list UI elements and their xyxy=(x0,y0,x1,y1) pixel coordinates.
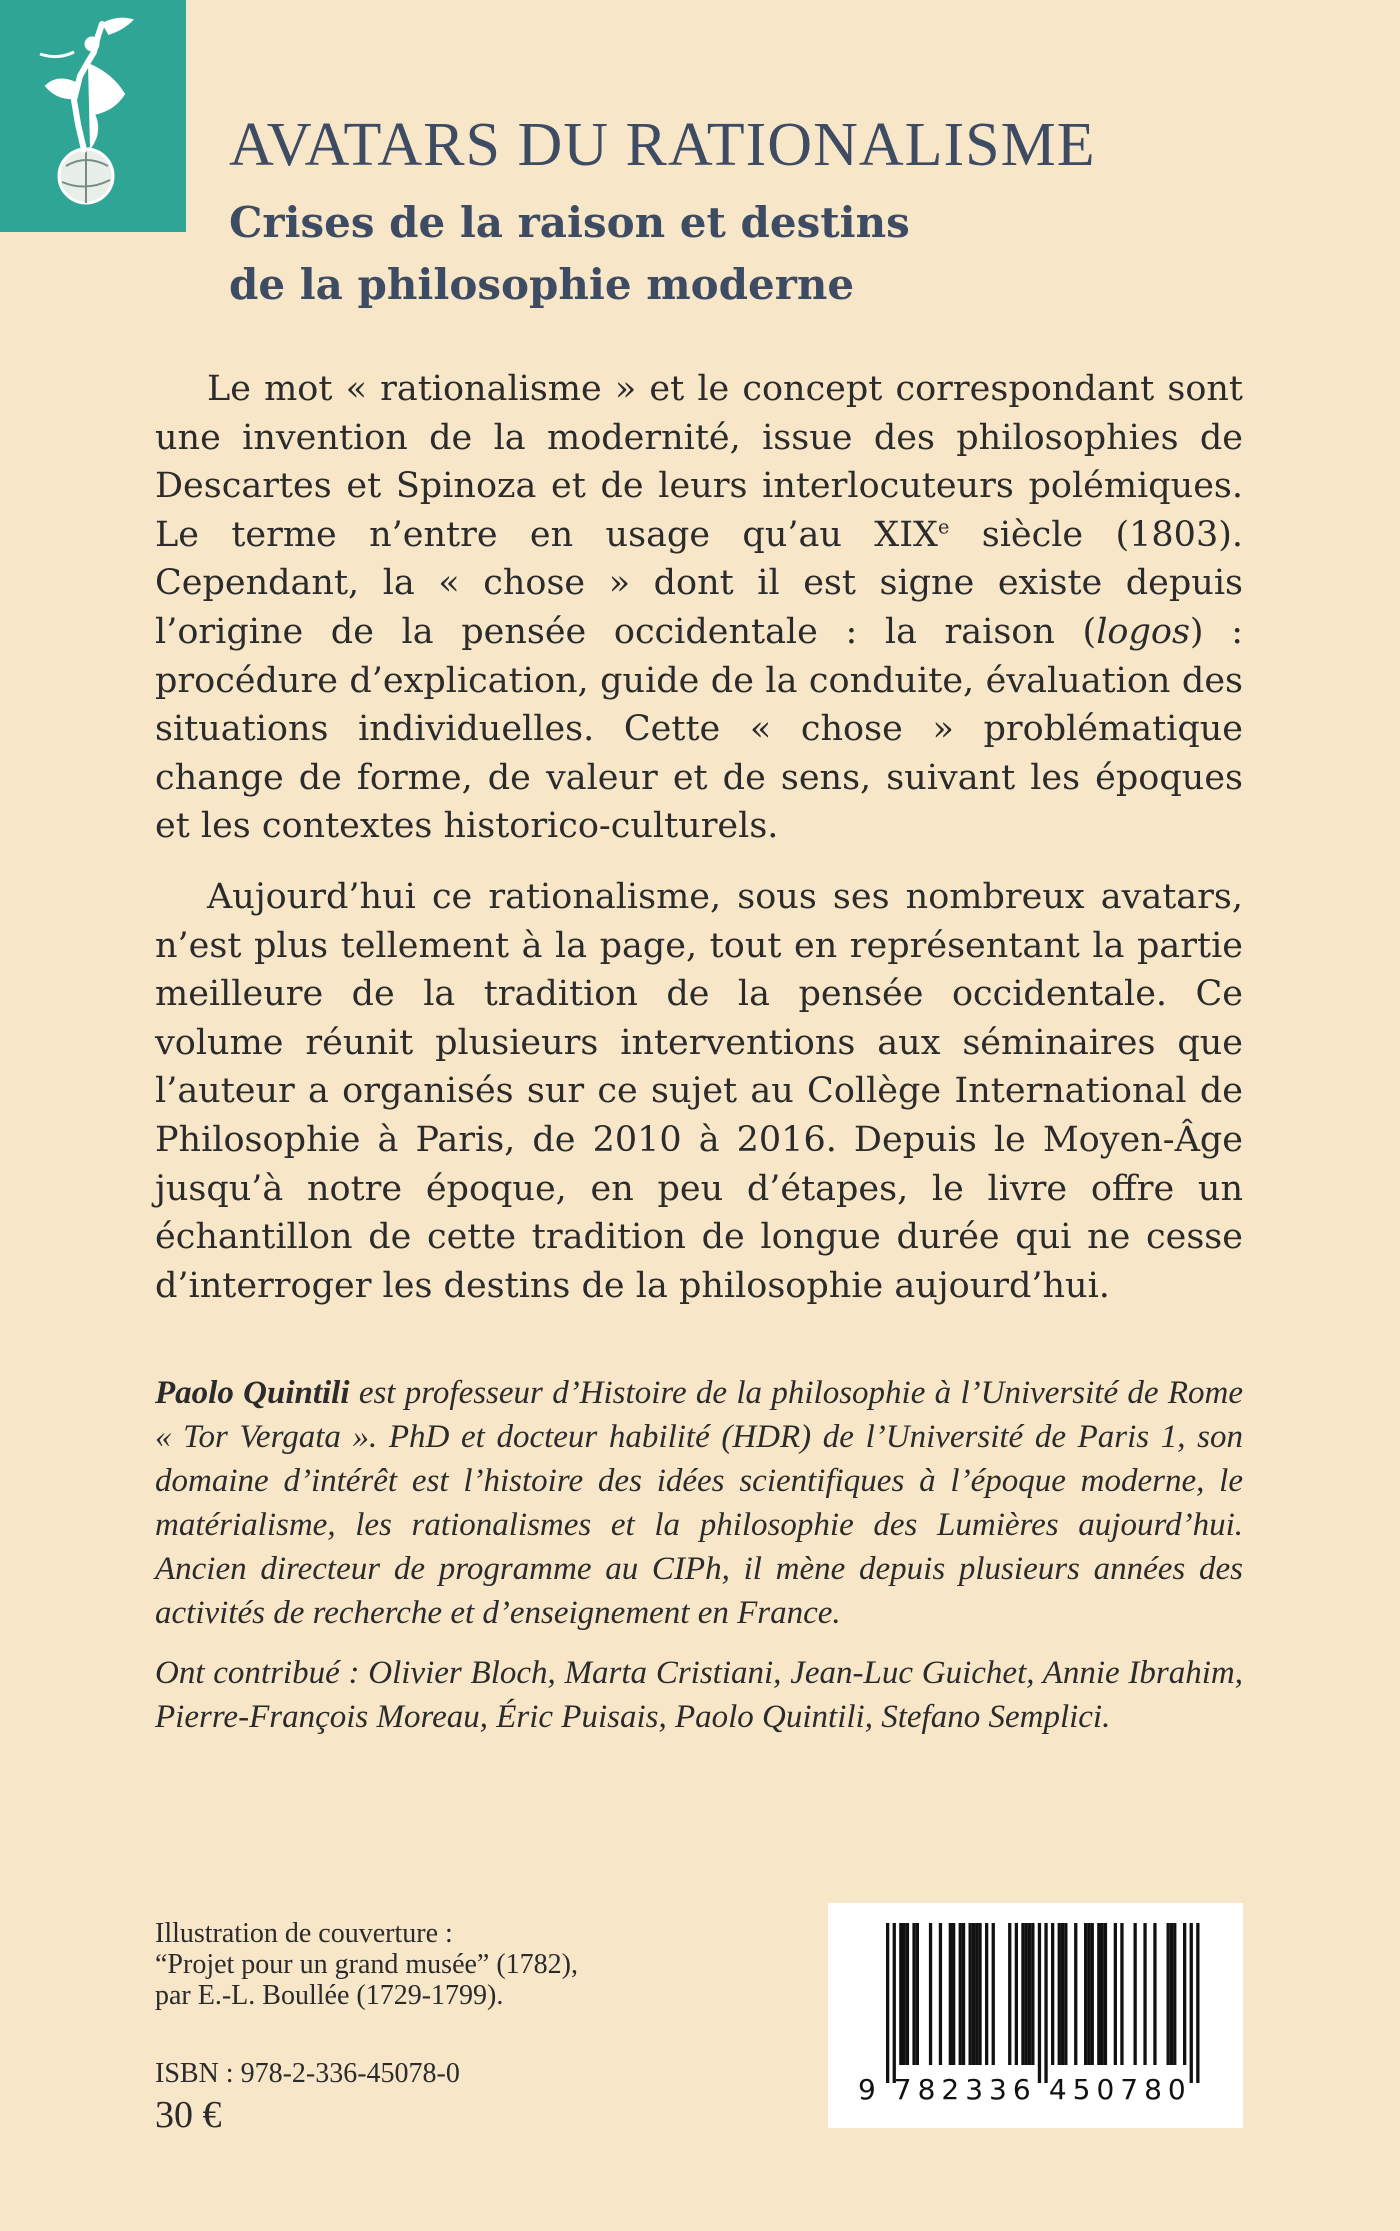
barcode-bar xyxy=(985,1923,988,2065)
barcode-bar xyxy=(929,1923,932,2065)
barcode-bar xyxy=(1101,1923,1104,2065)
book-subtitle xyxy=(229,192,1329,316)
publisher-logo-box xyxy=(0,0,186,232)
barcode-bar xyxy=(1008,1923,1011,2065)
subtitle-line-1: Crises de la raison et destins xyxy=(229,198,910,247)
barcode-bar xyxy=(1058,1923,1061,2065)
barcode-bar xyxy=(1051,1923,1054,2065)
barcode-bar xyxy=(949,1923,952,2065)
barcode-bar xyxy=(952,1923,955,2065)
barcode-bar xyxy=(1044,1923,1047,2083)
barcode-bar xyxy=(1196,1923,1199,2083)
subtitle-line-2: de la philosophie moderne xyxy=(229,260,855,309)
author-name: Paolo Quintili xyxy=(155,1375,350,1411)
barcode-bar xyxy=(1064,1923,1067,2065)
barcode-bar xyxy=(1031,1923,1034,2065)
summary-p1-part-c: ) : procédure d’explication, guide de la conduite, évaluation des situations individuelles. Cette « chose » problématique change de forme, de valeur et de sens, suivant les époques et les contextes historico-culturels. xyxy=(155,611,1243,847)
barcode-bar xyxy=(886,1923,889,2083)
barcode-bar xyxy=(1084,1923,1087,2065)
barcode-bar xyxy=(1104,1923,1107,2065)
century-superscript: e xyxy=(937,515,950,539)
author-bio xyxy=(155,1371,1243,1635)
barcode-bar xyxy=(906,1923,909,2065)
barcode-bar xyxy=(1183,1923,1186,2065)
barcode-bar xyxy=(959,1923,962,2065)
author-section xyxy=(155,1371,1243,1739)
barcode-bar xyxy=(1021,1923,1024,2065)
barcode-digits: 782336 xyxy=(893,2073,1037,2106)
illustration-credit-line-1: Illustration de couverture : xyxy=(155,1918,453,1949)
barcode-bar xyxy=(1028,1923,1031,2065)
barcode-bar xyxy=(1091,1923,1094,2065)
contributors: Ont contribué : Olivier Bloch, Marta Cristiani, Jean-Luc Guichet, Annie Ibrahim, Pierre-François Moreau, Éric Puisais, Paolo Quintili, Stefano Semplici. xyxy=(155,1655,1243,1735)
barcode-bar xyxy=(1025,1923,1028,2065)
barcode-digits: 450780 xyxy=(1048,2073,1192,2106)
barcode-bar xyxy=(1038,1923,1041,2083)
barcode-bar xyxy=(1153,1923,1156,2065)
barcode-bar xyxy=(912,1923,915,2065)
barcode-bar xyxy=(916,1923,919,2065)
barcode-bar xyxy=(1114,1923,1117,2065)
barcode-bar xyxy=(1097,1923,1100,2065)
summary-p1-part-b: siècle (1803). Cependant, la « chose » dont il est signe existe depuis l’origine de la pensée occidentale : la raison ( xyxy=(155,514,1243,652)
barcode-bar xyxy=(969,1923,972,2065)
barcode-bar xyxy=(903,1923,906,2065)
illustration-credit-line-3: par E.-L. Boullée (1729-1799). xyxy=(155,1980,504,2011)
summary-paragraph-2: Aujourd’hui ce rationalisme, sous ses nombreux avatars, n’est plus tellement à la page, tout en représentant la partie meilleure de la tradition de la pensée occidentale. Ce volume réunit plusieurs interventions aux séminaires que l’auteur a organisés sur ce sujet au Collège International de Philosophie à Paris, de 2010 à 2016. Depuis le Moyen-Âge jusqu’à notre époque, en peu d’étapes, le livre offre un échantillon de cette tradition de longue durée qui ne cesse d’interroger les destins de la philosophie aujourd’hui. xyxy=(155,876,1243,1306)
barcode-bar xyxy=(1015,1923,1018,2065)
author-bio-text: est professeur d’Histoire de la philosophie à l’Université de Rome « Tor Vergata ». PhD et docteur habilité (HDR) de l’Université de Paris 1, son domaine d’intérêt est l’histoire des idées scientifiques à l’époque moderne, le matérialisme, les rationalismes et la philosophie des Lumières aujourd’hui. Ancien directeur de programme au CIPh, il mène depuis plusieurs années des activités de recherche et d’enseignement en France. xyxy=(155,1375,1243,1631)
publisher-figure-on-globe-icon xyxy=(28,14,158,214)
barcode-box xyxy=(828,1903,1243,2128)
book-title: AVATARS DU RATIONALISME xyxy=(229,111,1096,179)
barcode-bar xyxy=(1167,1923,1170,2065)
summary-p1-part-a: Le mot « rationalisme » et le concept correspondant sont une invention de la modernité, issue des philosophies de Descartes et Spinoza et de leurs interlocuteurs polémiques. Le terme n’entre en usage qu’au XIX xyxy=(155,369,1243,555)
barcode-digits: 9 xyxy=(858,2073,882,2106)
logos-italic: logos xyxy=(1096,611,1190,652)
barcode-bar xyxy=(1190,1923,1193,2083)
barcode-bar xyxy=(1170,1923,1173,2065)
barcode-bar xyxy=(978,1923,981,2065)
barcode-bar xyxy=(1143,1923,1146,2065)
barcode-bar xyxy=(992,1923,995,2065)
footer-info xyxy=(155,1918,675,2137)
illustration-credit-line-2: “Projet pour un grand musée” (1782), xyxy=(155,1949,578,1980)
barcode-bar xyxy=(962,1923,965,2065)
barcode-bar xyxy=(1120,1923,1123,2065)
ean13-barcode-icon xyxy=(828,1903,1243,2128)
barcode-bar xyxy=(975,1923,978,2065)
barcode-bar xyxy=(1173,1923,1176,2065)
isbn: ISBN : 978-2-336-45078-0 xyxy=(155,2058,460,2089)
barcode-bar xyxy=(1134,1923,1137,2065)
barcode-bar xyxy=(1074,1923,1077,2065)
summary-paragraph-1 xyxy=(155,365,1243,851)
book-summary xyxy=(155,365,1243,1310)
barcode-bar xyxy=(972,1923,975,2065)
barcode-bar xyxy=(893,1923,896,2083)
price: 30 € xyxy=(155,2094,222,2136)
barcode-bar xyxy=(899,1923,902,2065)
barcode-bar xyxy=(1087,1923,1090,2065)
barcode-bar xyxy=(1061,1923,1064,2065)
barcode-bar xyxy=(939,1923,942,2065)
